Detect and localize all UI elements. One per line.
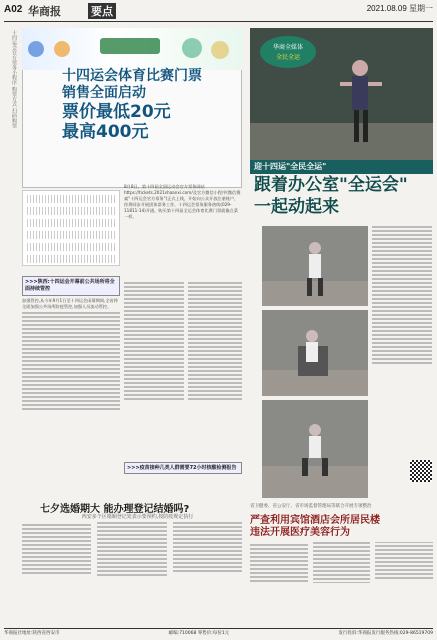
ad-price-line-1: 票价最低20元 — [62, 102, 171, 122]
ad-vertical-caption: 十四运会官方票务小程序 购票方式 扫码购票 — [11, 30, 17, 129]
hero-article-text — [372, 224, 432, 454]
page-footer — [4, 628, 433, 638]
middle-column-1 — [124, 280, 184, 492]
exercise-photo-2 — [262, 310, 368, 396]
issue-date: 2021.08.09 星期一 — [366, 4, 433, 13]
left-article-tag — [22, 276, 120, 296]
hero-badge — [258, 32, 318, 72]
ad-price-line-2: 最高400元 — [62, 122, 149, 142]
bottom-right-headline-line-2: 违法开展医疗美容行为 — [250, 527, 350, 538]
ad-qr-area — [22, 190, 120, 266]
paper-name: 华商报 — [28, 5, 61, 18]
hero-headline-line-1: 跟着办公室"全运会" — [254, 175, 408, 195]
page-number: A02 — [4, 4, 23, 15]
ad-price — [62, 102, 171, 142]
ad-title-line-2: 销售全面启动 — [62, 85, 146, 101]
footer-mid: 邮编:710068 零售价:每份1元 — [168, 631, 230, 636]
left-article-body — [22, 298, 120, 494]
left-article-tag-text: >>>陕西:十四运会开幕前公共场所将全面持续管控 — [25, 279, 115, 292]
ad-title-line-1: 十四运会体育比赛门票 — [62, 68, 202, 84]
ad-info-text: 8月8日，第十四届全国运动会官方票务网站https://tickets.2021shaanxi.com/及官方微信小程序(微信搜索"十四运会官方票务")正式上线，开始向公众开放注册账户，你将同步开展团体票务工作，十四运会票务服务热线(029-11811-14)开通。购买第十四届全运会体育比赛门票就像点菜一样。 — [124, 184, 241, 219]
ad-title — [62, 68, 242, 102]
footer-left: 华商报社地址:陕西省西安市 — [4, 631, 60, 636]
qr-code — [410, 460, 432, 482]
hero-headline-line-2: 一起动起来 — [254, 197, 339, 217]
bottom-right-headline — [250, 515, 433, 539]
bottom-right-body — [250, 542, 433, 626]
campaign-badge-icon — [258, 32, 318, 72]
bottom-left-subtitle: 西安多个区婚姻登记处表示要预约,按防疫规定执行 — [81, 514, 194, 520]
bottom-left-body — [22, 522, 242, 626]
exercise-photo-1 — [262, 226, 368, 306]
bottom-right-headline-line-1: 严查利用宾馆酒店会所居民楼 — [250, 515, 380, 526]
exercise-photo-3 — [262, 400, 368, 498]
bottom-right-kicker: 省卫健委、省公安厅、省市场监督管理局等联合开展专项整治 — [250, 504, 372, 509]
qa-tag-text: >>>疫苗接种几类人群需要72小时核酸检测报告 — [127, 465, 237, 471]
masthead — [4, 2, 433, 22]
hero-headline — [250, 174, 433, 220]
svg-text:全民全运: 全民全运 — [275, 54, 301, 61]
hero-kicker: 迎十四运"全民全运" — [250, 160, 433, 174]
left-article-intro: 加强管控,从今年9月1日至十四运会闭幕期间,全省将全面加强公共场所防疫管控,加强人员流动管控。 — [22, 298, 118, 309]
bottom-left-headline: 七夕选婚期大 能办理登记结婚吗? — [40, 504, 190, 515]
section-label: 要点 — [88, 3, 116, 19]
footer-right: 发行投诉:华商报发行服务热线:029-86519709 — [338, 631, 433, 636]
svg-text:华商全媒体: 华商全媒体 — [272, 44, 304, 51]
ad-banner — [22, 28, 242, 70]
middle-column-2 — [188, 280, 242, 492]
qa-tag — [124, 462, 242, 474]
ad-banner-graphic — [22, 28, 242, 70]
